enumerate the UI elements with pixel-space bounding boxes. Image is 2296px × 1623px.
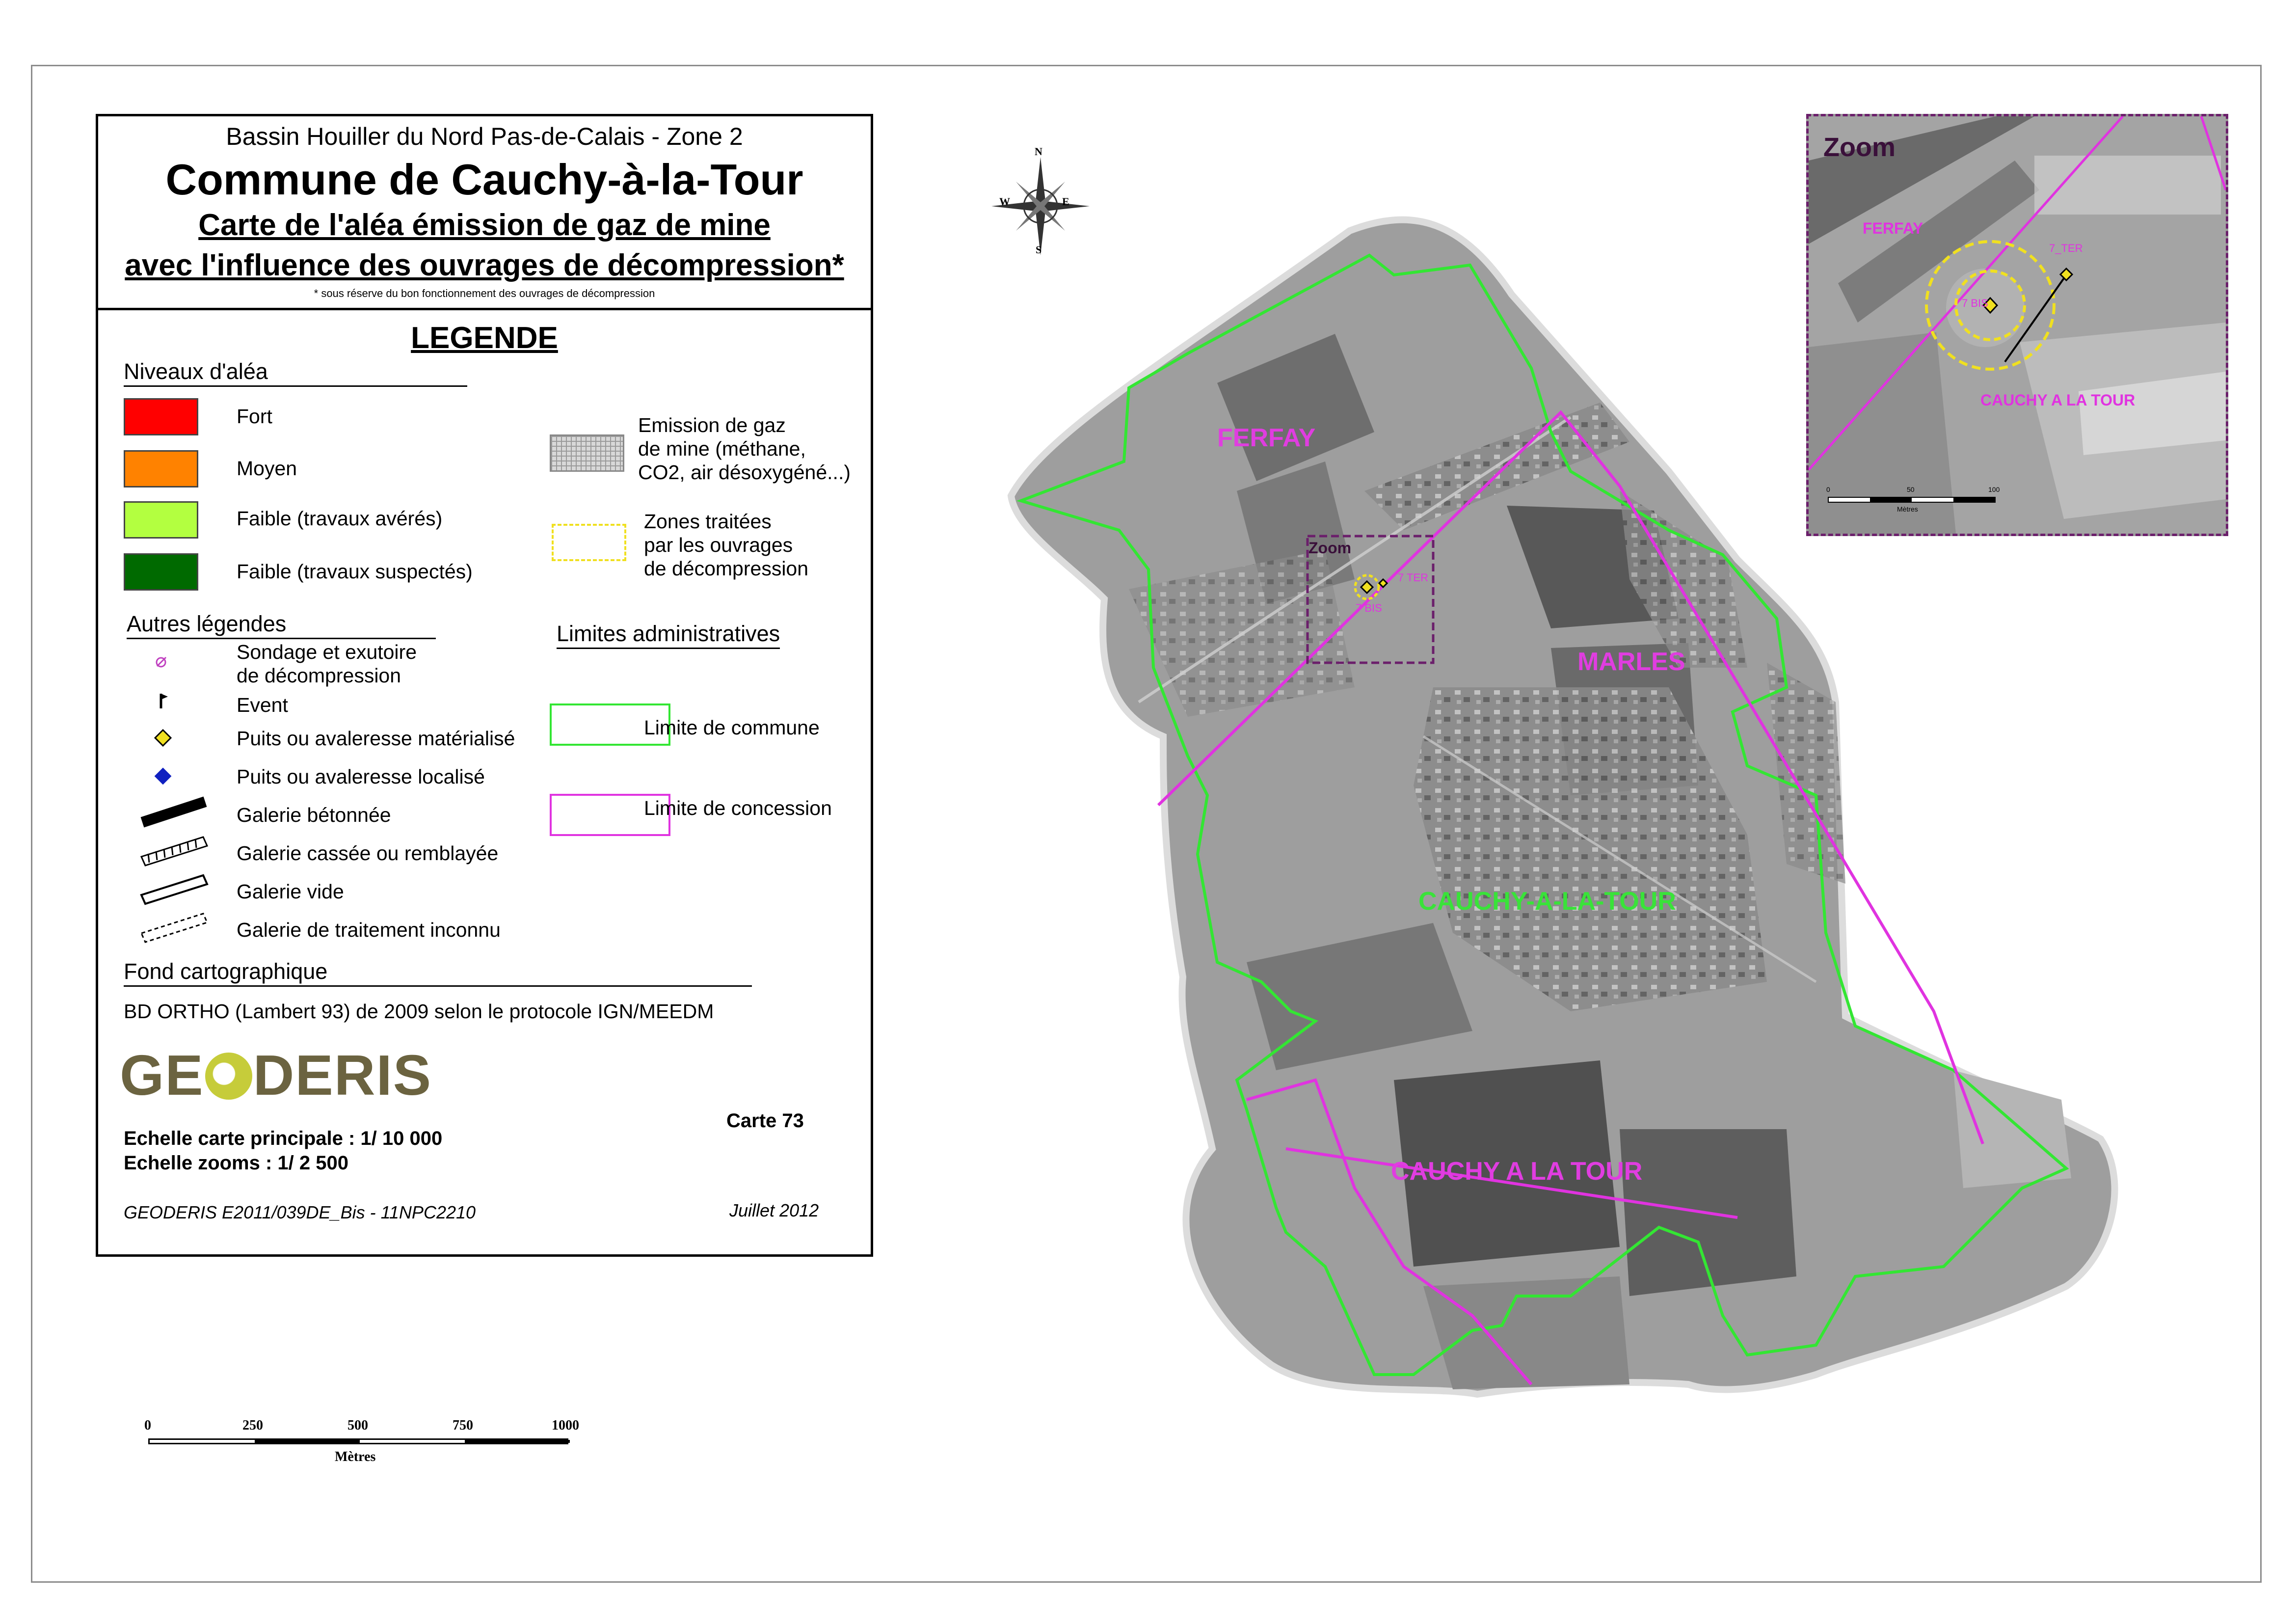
- echelle-zooms: Echelle zooms : 1/ 2 500: [124, 1152, 348, 1174]
- label-galerie-betonnee: Galerie bétonnée: [237, 804, 391, 826]
- logo-part1: GE: [120, 1043, 204, 1107]
- label-galerie-vide: Galerie vide: [237, 880, 344, 903]
- label-cauchy-commune: CAUCHY-A-LA-TOUR: [1418, 887, 1676, 916]
- compass-e: E: [1062, 195, 1069, 208]
- carte-number: Carte 73: [726, 1110, 804, 1132]
- niveaux-heading: Niveaux d'aléa: [124, 359, 467, 387]
- inset-scale-100: 100: [1988, 486, 2000, 493]
- map-well-7bis-label: 7 BIS: [1356, 602, 1382, 614]
- autres-heading: Autres légendes: [127, 611, 436, 639]
- label-limite-concession: Limite de concession: [644, 797, 832, 819]
- inset-scale-0: 0: [1826, 486, 1830, 493]
- label-cauchy-concession: CAUCHY A LA TOUR: [1391, 1157, 1643, 1186]
- label-zones-2: par les ouvrages: [644, 534, 793, 556]
- label-marles: MARLES: [1577, 648, 1685, 676]
- scale-tick-500: 500: [347, 1418, 368, 1433]
- label-puits-localise: Puits ou avaleresse localisé: [237, 765, 485, 788]
- zoom-inset: [1806, 114, 2228, 536]
- label-galerie-inconnu: Galerie de traitement inconnu: [237, 919, 501, 941]
- field-patch: [1953, 1070, 2071, 1188]
- scale-segment: [360, 1440, 465, 1443]
- inset-scale-50: 50: [1907, 486, 1915, 493]
- map-zoom-label: Zoom: [1308, 539, 1352, 557]
- label-emission-3: CO2, air désoxygéné...): [638, 461, 851, 484]
- label-zones-3: de décompression: [644, 557, 809, 580]
- scale-tick-1000: 1000: [552, 1418, 579, 1433]
- label-limite-commune: Limite de commune: [644, 716, 820, 739]
- inset-zoom-title: Zoom: [1823, 133, 1896, 162]
- inset-cauchy-label: CAUCHY A LA TOUR: [1980, 391, 2136, 409]
- map-title-line2: avec l'influence des ouvrages de décompression*: [125, 248, 844, 282]
- footnote: * sous réserve du bon fonctionnement des ouvrages de décompression: [314, 287, 655, 299]
- inset-ferfay-label: FERFAY: [1863, 219, 1923, 237]
- label-galerie-cassee: Galerie cassée ou remblayée: [237, 842, 499, 865]
- reference-text: GEODERIS E2011/039DE_Bis - 11NPC2210: [124, 1202, 476, 1222]
- echelle-principale: Echelle carte principale : 1/ 10 000: [124, 1128, 443, 1149]
- compass-n: N: [1035, 145, 1042, 158]
- scale-tick-750: 750: [453, 1418, 473, 1433]
- zoom-inset-image: [1809, 116, 2226, 534]
- label-zones-1: Zones traitées: [644, 510, 772, 533]
- field-patch: [1423, 1276, 1629, 1389]
- scale-segment: [465, 1440, 570, 1443]
- label-puits-materialise: Puits ou avaleresse matérialisé: [237, 727, 515, 750]
- fond-heading: Fond cartographique: [124, 959, 752, 987]
- map-well-7ter-label: 7 TER: [1398, 571, 1428, 584]
- region-subtitle: Bassin Houiller du Nord Pas-de-Calais - Zone 2: [226, 123, 743, 150]
- label-moyen: Moyen: [237, 457, 297, 480]
- inset-7bis-label: 7 BIS: [1962, 297, 1988, 309]
- label-faible-suspectes: Faible (travaux suspectés): [237, 560, 473, 583]
- fond-text: BD ORTHO (Lambert 93) de 2009 selon le protocole IGN/MEEDM: [124, 1000, 714, 1023]
- scale-tick-250: 250: [242, 1418, 263, 1433]
- date-text: Juillet 2012: [729, 1200, 819, 1220]
- commune-title: Commune de Cauchy-à-la-Tour: [165, 155, 803, 204]
- limites-heading: Limites administratives: [557, 621, 780, 649]
- map-title-line1: Carte de l'aléa émission de gaz de mine: [198, 208, 771, 242]
- inset-scale-unit: Mètres: [1897, 505, 1918, 513]
- scale-segment: [150, 1440, 255, 1443]
- legend-heading-text: LEGENDE: [411, 321, 558, 355]
- label-event: Event: [237, 694, 288, 716]
- scale-segment: [255, 1440, 360, 1443]
- logo-part2: DERIS: [253, 1043, 432, 1107]
- compass-w: W: [999, 195, 1010, 208]
- scale-tick-0: 0: [144, 1418, 151, 1433]
- label-faible-averes: Faible (travaux avérés): [237, 507, 443, 530]
- label-sondage-2: de décompression: [237, 664, 401, 687]
- label-emission-2: de mine (méthane,: [638, 437, 806, 460]
- scale-unit: Mètres: [335, 1449, 376, 1464]
- scale-bar: [148, 1438, 568, 1444]
- compass-s: S: [1036, 243, 1042, 256]
- label-ferfay: FERFAY: [1217, 424, 1316, 452]
- label-fort: Fort: [237, 405, 272, 428]
- inset-7ter-label: 7_TER: [2049, 242, 2083, 254]
- label-emission-1: Emission de gaz: [638, 414, 786, 436]
- label-sondage-1: Sondage et exutoire: [237, 641, 417, 663]
